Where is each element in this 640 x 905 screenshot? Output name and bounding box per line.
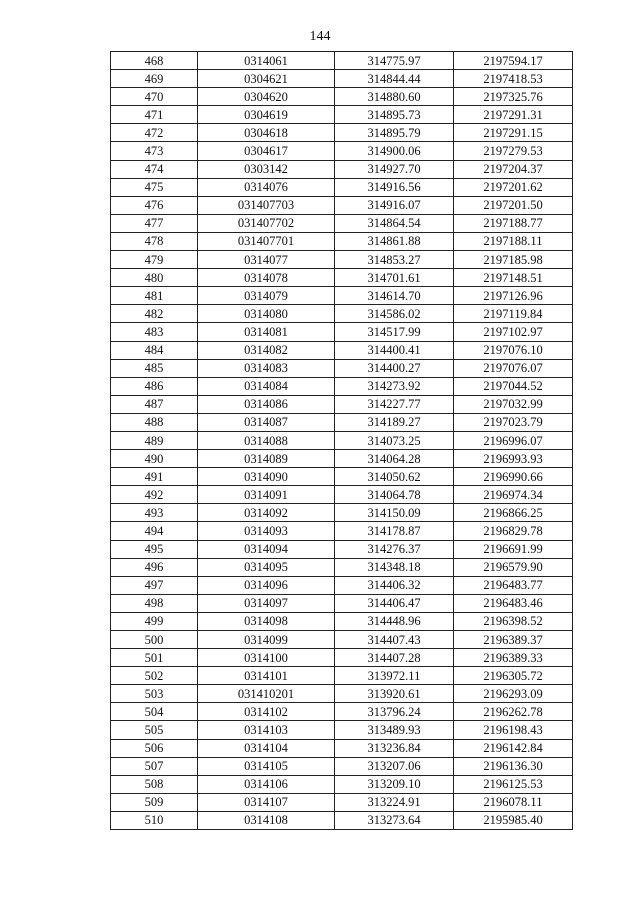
table-row [111,594,573,612]
table-row [111,359,573,377]
point-id-cell: 0314087 [198,413,335,431]
table-row [111,413,573,431]
row-number-cell: 501 [111,649,198,667]
x-coordinate-cell: 314064.78 [335,486,454,504]
x-coordinate-cell: 314916.56 [335,178,454,196]
row-number-cell: 482 [111,305,198,323]
table-row [111,88,573,106]
point-id-cell: 0304618 [198,124,335,142]
table-row [111,793,573,811]
row-number-cell: 473 [111,142,198,160]
point-id-cell: 0314106 [198,775,335,793]
y-coordinate-cell: 2196078.11 [454,793,573,811]
x-coordinate-cell: 314400.27 [335,359,454,377]
row-number-cell: 493 [111,504,198,522]
y-coordinate-cell: 2197185.98 [454,251,573,269]
x-coordinate-cell: 314407.43 [335,631,454,649]
x-coordinate-cell: 314064.28 [335,450,454,468]
point-id-cell: 0314100 [198,649,335,667]
y-coordinate-cell: 2197032.99 [454,395,573,413]
table-row [111,540,573,558]
table-row [111,739,573,757]
table-row [111,811,573,829]
row-number-cell: 470 [111,88,198,106]
x-coordinate-cell: 314276.37 [335,540,454,558]
coordinates-table-body [111,52,573,830]
point-id-cell: 0314099 [198,631,335,649]
table-row [111,504,573,522]
row-number-cell: 480 [111,269,198,287]
table-row [111,106,573,124]
y-coordinate-cell: 2197291.31 [454,106,573,124]
x-coordinate-cell: 314853.27 [335,251,454,269]
point-id-cell: 0314095 [198,558,335,576]
table-row [111,341,573,359]
y-coordinate-cell: 2196866.25 [454,504,573,522]
table-row [111,576,573,594]
x-coordinate-cell: 314586.02 [335,305,454,323]
y-coordinate-cell: 2196579.90 [454,558,573,576]
y-coordinate-cell: 2196262.78 [454,703,573,721]
x-coordinate-cell: 313273.64 [335,811,454,829]
y-coordinate-cell: 2197291.15 [454,124,573,142]
x-coordinate-cell: 313207.06 [335,757,454,775]
row-number-cell: 491 [111,468,198,486]
row-number-cell: 500 [111,631,198,649]
row-number-cell: 507 [111,757,198,775]
point-id-cell: 031407703 [198,196,335,214]
x-coordinate-cell: 313489.93 [335,721,454,739]
table-row [111,775,573,793]
row-number-cell: 468 [111,52,198,70]
point-id-cell: 0314078 [198,269,335,287]
row-number-cell: 478 [111,232,198,250]
point-id-cell: 031410201 [198,685,335,703]
y-coordinate-cell: 2197044.52 [454,377,573,395]
table-row [111,703,573,721]
x-coordinate-cell: 314895.73 [335,106,454,124]
point-id-cell: 0314094 [198,540,335,558]
table-row [111,757,573,775]
row-number-cell: 479 [111,251,198,269]
y-coordinate-cell: 2197076.07 [454,359,573,377]
point-id-cell: 0314083 [198,359,335,377]
row-number-cell: 488 [111,413,198,431]
point-id-cell: 0314097 [198,594,335,612]
row-number-cell: 471 [111,106,198,124]
x-coordinate-cell: 313209.10 [335,775,454,793]
point-id-cell: 0314104 [198,739,335,757]
table-row [111,269,573,287]
page-number: 144 [309,29,331,44]
table-row [111,377,573,395]
table-row [111,558,573,576]
row-number-cell: 509 [111,793,198,811]
point-id-cell: 0314108 [198,811,335,829]
point-id-cell: 031407702 [198,214,335,232]
point-id-cell: 0303142 [198,160,335,178]
x-coordinate-cell: 314227.77 [335,395,454,413]
point-id-cell: 0314089 [198,450,335,468]
row-number-cell: 494 [111,522,198,540]
y-coordinate-cell: 2195985.40 [454,811,573,829]
x-coordinate-cell: 314178.87 [335,522,454,540]
table-row [111,305,573,323]
x-coordinate-cell: 314400.41 [335,341,454,359]
row-number-cell: 485 [111,359,198,377]
table-row [111,160,573,178]
y-coordinate-cell: 2197188.11 [454,232,573,250]
row-number-cell: 484 [111,341,198,359]
y-coordinate-cell: 2197418.53 [454,70,573,88]
row-number-cell: 483 [111,323,198,341]
row-number-cell: 490 [111,450,198,468]
table-row [111,685,573,703]
point-id-cell: 0314079 [198,287,335,305]
x-coordinate-cell: 314614.70 [335,287,454,305]
row-number-cell: 472 [111,124,198,142]
point-id-cell: 0314105 [198,757,335,775]
x-coordinate-cell: 314895.79 [335,124,454,142]
point-id-cell: 0314061 [198,52,335,70]
row-number-cell: 503 [111,685,198,703]
point-id-cell: 0314084 [198,377,335,395]
x-coordinate-cell: 314189.27 [335,413,454,431]
row-number-cell: 505 [111,721,198,739]
x-coordinate-cell: 314701.61 [335,269,454,287]
point-id-cell: 0314080 [198,305,335,323]
y-coordinate-cell: 2196389.33 [454,649,573,667]
x-coordinate-cell: 314880.60 [335,88,454,106]
y-coordinate-cell: 2197076.10 [454,341,573,359]
row-number-cell: 489 [111,431,198,449]
table-row [111,431,573,449]
y-coordinate-cell: 2196990.66 [454,468,573,486]
table-row [111,52,573,70]
x-coordinate-cell: 313920.61 [335,685,454,703]
point-id-cell: 0314082 [198,341,335,359]
row-number-cell: 495 [111,540,198,558]
table-row [111,450,573,468]
x-coordinate-cell: 314861.88 [335,232,454,250]
row-number-cell: 481 [111,287,198,305]
y-coordinate-cell: 2197023.79 [454,413,573,431]
y-coordinate-cell: 2196293.09 [454,685,573,703]
table-row [111,631,573,649]
x-coordinate-cell: 314073.25 [335,431,454,449]
y-coordinate-cell: 2197148.51 [454,269,573,287]
row-number-cell: 496 [111,558,198,576]
point-id-cell: 0314088 [198,431,335,449]
row-number-cell: 504 [111,703,198,721]
row-number-cell: 487 [111,395,198,413]
y-coordinate-cell: 2196993.93 [454,450,573,468]
point-id-cell: 0304621 [198,70,335,88]
table-row [111,486,573,504]
y-coordinate-cell: 2196125.53 [454,775,573,793]
row-number-cell: 475 [111,178,198,196]
y-coordinate-cell: 2196483.46 [454,594,573,612]
y-coordinate-cell: 2197201.50 [454,196,573,214]
y-coordinate-cell: 2197594.17 [454,52,573,70]
x-coordinate-cell: 314348.18 [335,558,454,576]
point-id-cell: 0314092 [198,504,335,522]
table-row [111,522,573,540]
point-id-cell: 0314081 [198,323,335,341]
y-coordinate-cell: 2196305.72 [454,667,573,685]
y-coordinate-cell: 2196829.78 [454,522,573,540]
table-row [111,124,573,142]
y-coordinate-cell: 2197325.76 [454,88,573,106]
x-coordinate-cell: 314406.47 [335,594,454,612]
x-coordinate-cell: 314448.96 [335,612,454,630]
row-number-cell: 469 [111,70,198,88]
y-coordinate-cell: 2197204.37 [454,160,573,178]
point-id-cell: 0304619 [198,106,335,124]
x-coordinate-cell: 314844.44 [335,70,454,88]
row-number-cell: 477 [111,214,198,232]
point-id-cell: 0304617 [198,142,335,160]
table-row [111,468,573,486]
point-id-cell: 0314086 [198,395,335,413]
point-id-cell: 0314091 [198,486,335,504]
table-row [111,232,573,250]
x-coordinate-cell: 313972.11 [335,667,454,685]
table-row [111,287,573,305]
row-number-cell: 506 [111,739,198,757]
y-coordinate-cell: 2196198.43 [454,721,573,739]
row-number-cell: 474 [111,160,198,178]
y-coordinate-cell: 2196974.34 [454,486,573,504]
point-id-cell: 0314103 [198,721,335,739]
y-coordinate-cell: 2196691.99 [454,540,573,558]
y-coordinate-cell: 2196389.37 [454,631,573,649]
table-row [111,70,573,88]
y-coordinate-cell: 2197119.84 [454,305,573,323]
point-id-cell: 0314102 [198,703,335,721]
y-coordinate-cell: 2197279.53 [454,142,573,160]
point-id-cell: 0314098 [198,612,335,630]
row-number-cell: 508 [111,775,198,793]
x-coordinate-cell: 314050.62 [335,468,454,486]
x-coordinate-cell: 314916.07 [335,196,454,214]
y-coordinate-cell: 2196398.52 [454,612,573,630]
x-coordinate-cell: 314864.54 [335,214,454,232]
x-coordinate-cell: 314406.32 [335,576,454,594]
x-coordinate-cell: 313796.24 [335,703,454,721]
point-id-cell: 0314093 [198,522,335,540]
row-number-cell: 486 [111,377,198,395]
y-coordinate-cell: 2196136.30 [454,757,573,775]
y-coordinate-cell: 2197201.62 [454,178,573,196]
table-row [111,323,573,341]
row-number-cell: 498 [111,594,198,612]
row-number-cell: 492 [111,486,198,504]
x-coordinate-cell: 314775.97 [335,52,454,70]
row-number-cell: 497 [111,576,198,594]
table-row [111,178,573,196]
point-id-cell: 031407701 [198,232,335,250]
table-row [111,142,573,160]
coordinates-table [110,51,573,830]
x-coordinate-cell: 314927.70 [335,160,454,178]
y-coordinate-cell: 2196483.77 [454,576,573,594]
x-coordinate-cell: 314407.28 [335,649,454,667]
point-id-cell: 0314107 [198,793,335,811]
point-id-cell: 0304620 [198,88,335,106]
x-coordinate-cell: 313224.91 [335,793,454,811]
point-id-cell: 0314090 [198,468,335,486]
table-row [111,251,573,269]
point-id-cell: 0314077 [198,251,335,269]
x-coordinate-cell: 314273.92 [335,377,454,395]
row-number-cell: 502 [111,667,198,685]
row-number-cell: 476 [111,196,198,214]
x-coordinate-cell: 313236.84 [335,739,454,757]
x-coordinate-cell: 314900.06 [335,142,454,160]
y-coordinate-cell: 2196996.07 [454,431,573,449]
row-number-cell: 510 [111,811,198,829]
x-coordinate-cell: 314517.99 [335,323,454,341]
table-row [111,395,573,413]
table-row [111,214,573,232]
table-row [111,721,573,739]
table-row [111,612,573,630]
table-row [111,196,573,214]
y-coordinate-cell: 2197188.77 [454,214,573,232]
point-id-cell: 0314096 [198,576,335,594]
x-coordinate-cell: 314150.09 [335,504,454,522]
table-row [111,649,573,667]
row-number-cell: 499 [111,612,198,630]
table-row [111,667,573,685]
point-id-cell: 0314076 [198,178,335,196]
y-coordinate-cell: 2197126.96 [454,287,573,305]
y-coordinate-cell: 2197102.97 [454,323,573,341]
point-id-cell: 0314101 [198,667,335,685]
y-coordinate-cell: 2196142.84 [454,739,573,757]
